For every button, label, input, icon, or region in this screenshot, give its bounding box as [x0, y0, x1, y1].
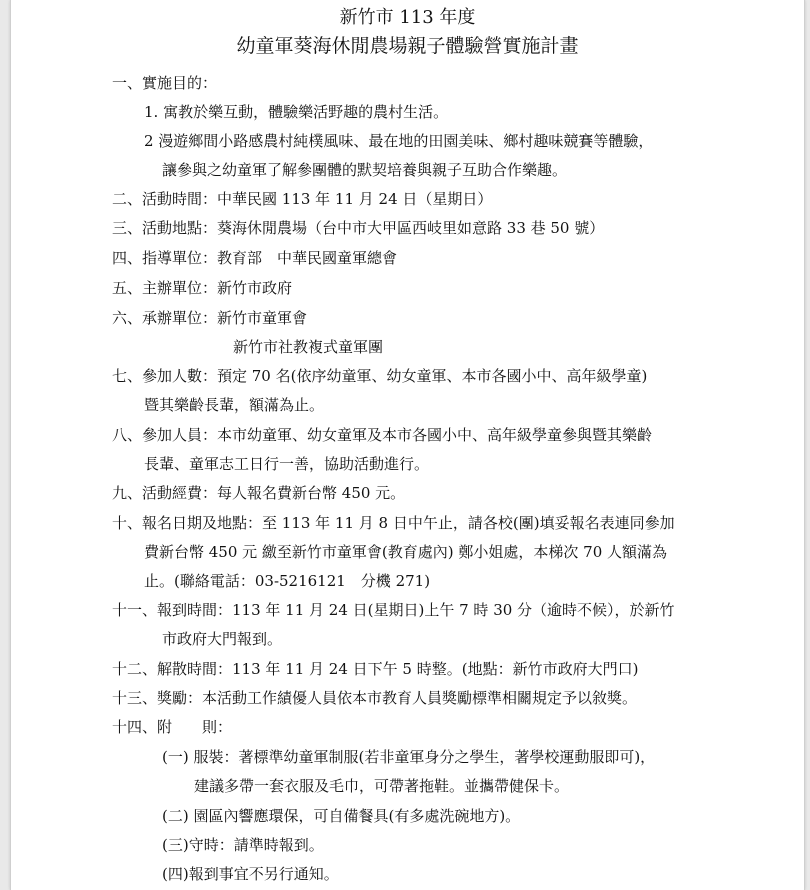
section-1-heading: 一、實施目的： [112, 74, 218, 92]
section-14-item-2: (二) 園區內響應環保，可自備餐具(有多處洗碗地方)。 [162, 807, 521, 825]
document-page [10, 0, 805, 890]
section-12-dismissal: 十二、解散時間：113 年 11 月 24 日下午 5 時整。(地點：新竹市政府大門口) [112, 660, 639, 678]
section-14-item-1-cont: 建議多帶一套衣服及毛巾，可帶著拖鞋。並攜帶健保卡。 [194, 777, 570, 795]
section-11-checkin: 十一、報到時間：113 年 11 月 24 日(星期日)上午 7 時 30 分（逾時不候），於新竹 [112, 601, 675, 619]
section-7-cont: 暨其樂齡長輩，額滿為止。 [144, 396, 325, 414]
section-1-item-2-cont: 讓參與之幼童軍了解參團體的默契培養與親子互助合作樂趣。 [162, 161, 568, 179]
section-1-item-2: 2 漫遊鄉間小路感農村純樸風味、最在地的田園美味、鄉村趣味競賽等體驗， [144, 132, 654, 150]
section-10-cont-2: 止。(聯絡電話：03-5216121 分機 271) [144, 572, 431, 590]
document-title-year: 新竹市 113 年度 [339, 7, 476, 28]
section-5-organizer: 五、主辦單位：新竹市政府 [112, 279, 293, 297]
document-title: 幼童軍葵海休閒農場親子體驗營實施計畫 [236, 35, 579, 57]
section-14-item-4: (四)報到事宜不另行通知。 [162, 865, 339, 883]
section-11-cont: 市政府大門報到。 [162, 630, 283, 648]
section-14-item-1: (一) 服裝：著標準幼童軍制服(若非童軍身分之學生，著學校運動服即可)， [162, 748, 656, 766]
section-6-executor-cont: 新竹市社教複式童軍團 [233, 338, 384, 356]
section-3-location: 三、活動地點：葵海休閒農場（台中市大甲區西岐里如意路 33 巷 50 號） [112, 219, 605, 237]
section-4-guidance: 四、指導單位：教育部 中華民國童軍總會 [112, 249, 398, 267]
section-13-reward: 十三、獎勵：本活動工作績優人員依本市教育人員獎勵標準相關規定予以敘獎。 [112, 689, 638, 707]
section-2-time: 二、活動時間：中華民國 113 年 11 月 24 日（星期日） [112, 190, 493, 208]
section-8-cont: 長輩、童軍志工日行一善，協助活動進行。 [144, 455, 430, 473]
section-6-executor: 六、承辦單位：新竹市童軍會 [112, 309, 308, 327]
section-7-participants-count: 七、參加人數：預定 70 名(依序幼童軍、幼女童軍、本市各國小中、高年級學童) [112, 367, 648, 385]
section-1-item-1: 1. 寓教於樂互動，體驗樂活野趣的農村生活。 [144, 103, 449, 121]
section-14-item-3: (三)守時：請準時報到。 [162, 836, 324, 854]
section-10-registration: 十、報名日期及地點：至 113 年 11 月 8 日中午止，請各校(團)填妥報名表連同參加 [112, 514, 675, 532]
section-10-cont-1: 費新台幣 450 元 繳至新竹市童軍會(教育處內) 鄭小姐處，本梯次 70 人額滿為 [144, 543, 668, 561]
section-9-fee: 九、活動經費：每人報名費新台幣 450 元。 [112, 484, 406, 502]
section-8-participants: 八、參加人員：本市幼童軍、幼女童軍及本市各國小中、高年級學童參與暨其樂齡 [112, 426, 653, 444]
section-14-heading: 十四、附 則： [112, 718, 233, 736]
